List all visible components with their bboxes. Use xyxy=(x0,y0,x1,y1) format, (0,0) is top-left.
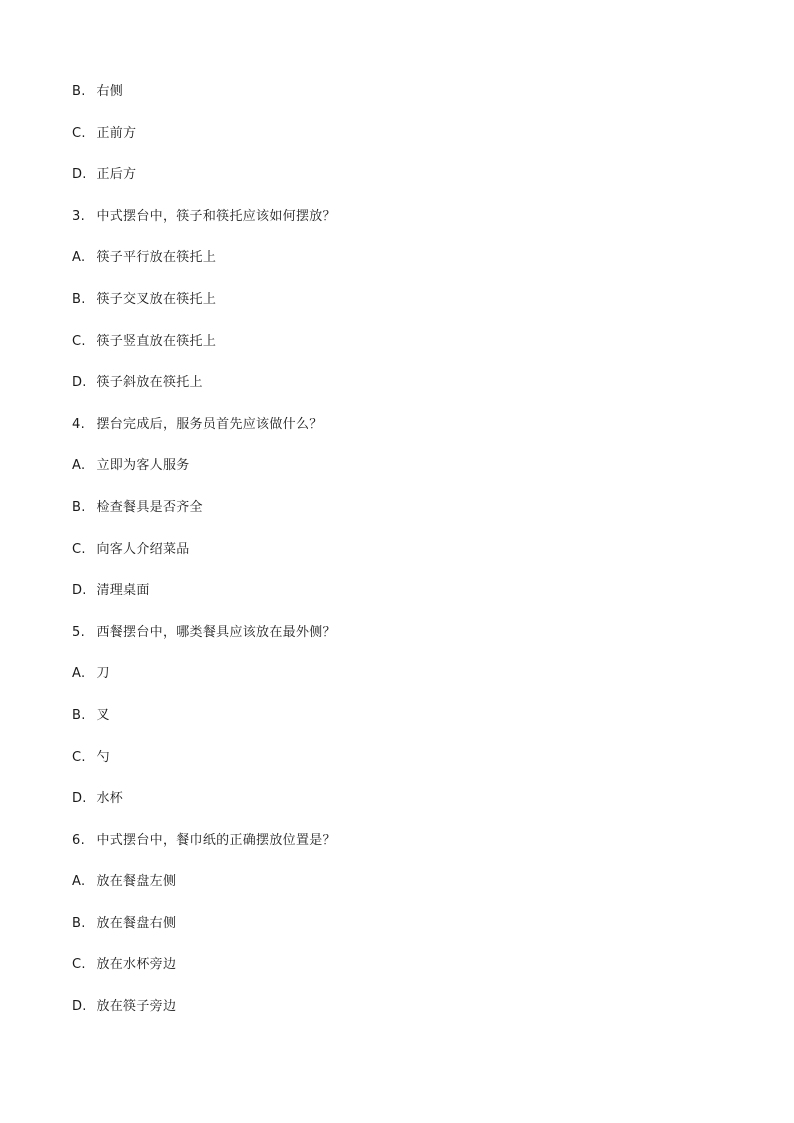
question-line xyxy=(72,833,336,849)
option-letter: A. xyxy=(72,250,86,265)
option-text: 刀 xyxy=(96,666,110,681)
option-text: 正前方 xyxy=(96,126,137,141)
question-line xyxy=(72,209,336,225)
question-line xyxy=(72,625,336,641)
option-text: 放在餐盘左侧 xyxy=(96,874,177,889)
option-text: 水杯 xyxy=(96,791,124,806)
option-line xyxy=(72,708,110,724)
question-number: 4. xyxy=(72,417,86,432)
option-line xyxy=(72,500,203,516)
option-line xyxy=(72,167,136,183)
option-letter: D. xyxy=(72,999,87,1014)
option-letter: D. xyxy=(72,375,87,390)
option-text: 放在筷子旁边 xyxy=(96,999,177,1014)
option-line xyxy=(72,666,110,682)
option-text: 放在餐盘右侧 xyxy=(96,916,177,931)
option-letter: B. xyxy=(72,84,86,99)
option-letter: D. xyxy=(72,167,87,182)
option-letter: A. xyxy=(72,666,86,681)
question-text: 中式摆台中，筷子和筷托应该如何摆放？ xyxy=(96,209,336,224)
option-text: 检查餐具是否齐全 xyxy=(96,500,203,515)
option-line xyxy=(72,126,136,142)
option-line xyxy=(72,375,203,391)
option-text: 清理桌面 xyxy=(96,583,150,598)
option-letter: C. xyxy=(72,957,86,972)
option-line xyxy=(72,750,110,766)
option-text: 勺 xyxy=(96,750,110,765)
option-text: 向客人介绍菜品 xyxy=(96,542,190,557)
question-text: 西餐摆台中，哪类餐具应该放在最外侧？ xyxy=(96,625,336,640)
option-line xyxy=(72,334,216,350)
question-number: 6. xyxy=(72,833,86,848)
question-text: 中式摆台中，餐巾纸的正确摆放位置是？ xyxy=(96,833,336,848)
question-number: 3. xyxy=(72,209,86,224)
option-letter: D. xyxy=(72,791,87,806)
option-letter: A. xyxy=(72,458,86,473)
option-letter: C. xyxy=(72,542,86,557)
option-text: 筷子竖直放在筷托上 xyxy=(96,334,217,349)
option-line xyxy=(72,458,190,474)
option-letter: C. xyxy=(72,126,86,141)
question-text: 摆台完成后，服务员首先应该做什么？ xyxy=(96,417,323,432)
option-line xyxy=(72,999,176,1015)
question-line xyxy=(72,417,323,433)
option-letter: B. xyxy=(72,292,86,307)
option-line xyxy=(72,791,123,807)
option-text: 筷子交叉放在筷托上 xyxy=(96,292,217,307)
option-line xyxy=(72,84,123,100)
option-letter: C. xyxy=(72,750,86,765)
option-text: 立即为客人服务 xyxy=(96,458,190,473)
option-line xyxy=(72,542,190,558)
option-line xyxy=(72,292,216,308)
option-letter: A. xyxy=(72,874,86,889)
option-letter: D. xyxy=(72,583,87,598)
option-line xyxy=(72,583,150,599)
option-line xyxy=(72,250,216,266)
option-line xyxy=(72,916,176,932)
option-text: 放在水杯旁边 xyxy=(96,957,177,972)
option-line xyxy=(72,957,176,973)
option-text: 叉 xyxy=(96,708,110,723)
option-letter: B. xyxy=(72,708,86,723)
option-text: 筷子平行放在筷托上 xyxy=(96,250,217,265)
option-text: 正后方 xyxy=(96,167,137,182)
option-letter: B. xyxy=(72,500,86,515)
option-letter: B. xyxy=(72,916,86,931)
option-letter: C. xyxy=(72,334,86,349)
option-line xyxy=(72,874,176,890)
option-text: 筷子斜放在筷托上 xyxy=(96,375,203,390)
question-number: 5. xyxy=(72,625,86,640)
option-text: 右侧 xyxy=(96,84,124,99)
